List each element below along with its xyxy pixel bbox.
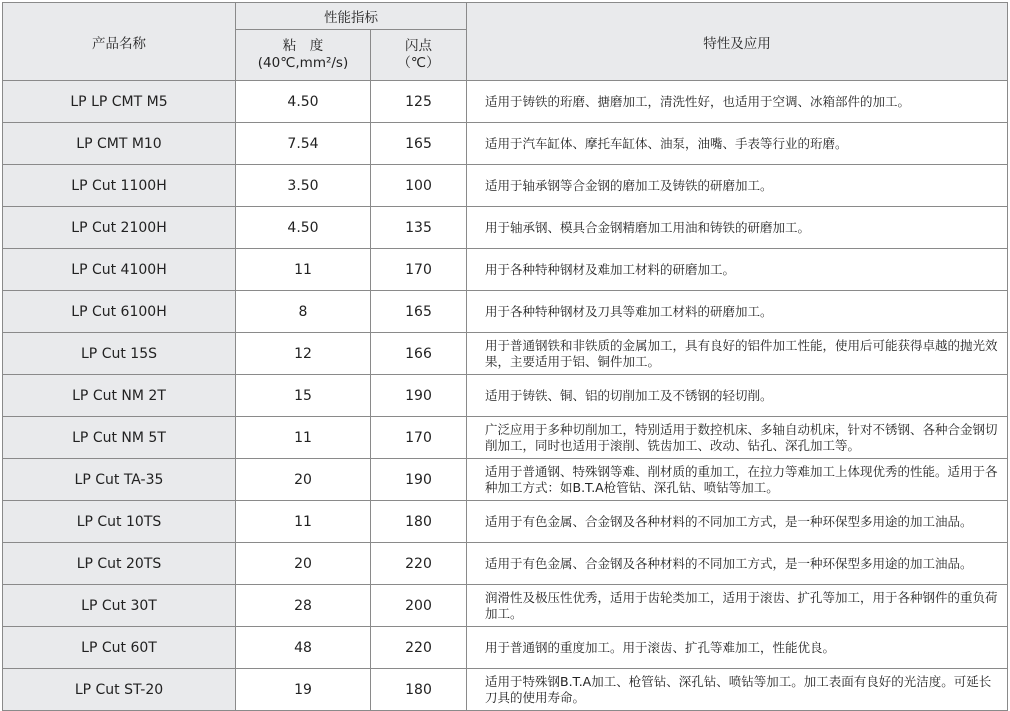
flash-point-cell: 190 xyxy=(371,375,467,417)
table-row xyxy=(3,669,1008,711)
header-flash-point xyxy=(371,30,467,81)
flash-point-cell: 165 xyxy=(371,123,467,165)
product-name-cell: LP CMT M10 xyxy=(3,123,236,165)
header-flash-label: 闪点 xyxy=(405,38,432,54)
viscosity-cell: 11 xyxy=(236,249,371,291)
features-cell: 广泛应用于多种切削加工，特别适用于数控机床、多轴自动机床，针对不锈钢、各种合金钢切削加工，同时也适用于滚削、铣齿加工、改动、钻孔、深孔加工等。 xyxy=(467,417,1008,459)
table-body xyxy=(3,81,1008,711)
viscosity-cell: 20 xyxy=(236,543,371,585)
flash-point-cell: 100 xyxy=(371,165,467,207)
table-row xyxy=(3,207,1008,249)
flash-point-cell: 190 xyxy=(371,459,467,501)
viscosity-cell: 7.54 xyxy=(236,123,371,165)
product-name-cell: LP Cut 6100H xyxy=(3,291,236,333)
table-row xyxy=(3,459,1008,501)
product-name-cell: LP Cut NM 5T xyxy=(3,417,236,459)
viscosity-cell: 15 xyxy=(236,375,371,417)
flash-point-cell: 200 xyxy=(371,585,467,627)
product-name-cell: LP Cut 4100H xyxy=(3,249,236,291)
product-name-cell: LP LP CMT M5 xyxy=(3,81,236,123)
table-row xyxy=(3,417,1008,459)
viscosity-cell: 11 xyxy=(236,417,371,459)
header-product-name: 产品名称 xyxy=(3,3,236,81)
features-cell: 适用于铸铁、铜、铝的切削加工及不锈钢的轻切削。 xyxy=(467,375,1008,417)
features-cell: 适用于有色金属、合金钢及各种材料的不同加工方式，是一种环保型多用途的加工油品。 xyxy=(467,543,1008,585)
features-cell: 适用于特殊钢B.T.A加工、枪管钻、深孔钻、喷钻等加工。加工表面有良好的光洁度。可延长刀具的使用寿命。 xyxy=(467,669,1008,711)
table-row xyxy=(3,501,1008,543)
viscosity-cell: 4.50 xyxy=(236,207,371,249)
flash-point-cell: 180 xyxy=(371,501,467,543)
features-cell: 用于各种特种钢材及刀具等难加工材料的研磨加工。 xyxy=(467,291,1008,333)
header-features: 特性及应用 xyxy=(467,3,1008,81)
features-cell: 适用于铸铁的珩磨、搪磨加工，清洗性好，也适用于空调、冰箱部件的加工。 xyxy=(467,81,1008,123)
features-cell: 用于普通钢的重度加工。用于滚齿、扩孔等难加工，性能优良。 xyxy=(467,627,1008,669)
viscosity-cell: 20 xyxy=(236,459,371,501)
header-flash-unit: （℃） xyxy=(397,55,440,71)
table-row xyxy=(3,291,1008,333)
viscosity-cell: 3.50 xyxy=(236,165,371,207)
table-row xyxy=(3,81,1008,123)
viscosity-cell: 8 xyxy=(236,291,371,333)
product-name-cell: LP Cut 60T xyxy=(3,627,236,669)
product-name-cell: LP Cut 15S xyxy=(3,333,236,375)
product-name-cell: LP Cut 20TS xyxy=(3,543,236,585)
table-row xyxy=(3,249,1008,291)
viscosity-cell: 48 xyxy=(236,627,371,669)
product-name-cell: LP Cut 10TS xyxy=(3,501,236,543)
product-name-cell: LP Cut TA-35 xyxy=(3,459,236,501)
viscosity-cell: 11 xyxy=(236,501,371,543)
features-cell: 润滑性及极压性优秀，适用于齿轮类加工，适用于滚齿、扩孔等加工，用于各种钢件的重负荷加工。 xyxy=(467,585,1008,627)
table-row xyxy=(3,627,1008,669)
header-performance: 性能指标 xyxy=(236,3,467,30)
product-name-cell: LP Cut NM 2T xyxy=(3,375,236,417)
flash-point-cell: 220 xyxy=(371,627,467,669)
product-spec-table xyxy=(2,2,1008,711)
viscosity-cell: 28 xyxy=(236,585,371,627)
flash-point-cell: 170 xyxy=(371,417,467,459)
viscosity-cell: 12 xyxy=(236,333,371,375)
flash-point-cell: 165 xyxy=(371,291,467,333)
features-cell: 用于各种特种钢材及难加工材料的研磨加工。 xyxy=(467,249,1008,291)
features-cell: 适用于普通钢、特殊钢等难、削材质的重加工，在拉力等难加工上体现优秀的性能。适用于各种加工方式：如B.T.A枪管钻、深孔钻、喷钻等加工。 xyxy=(467,459,1008,501)
table-row xyxy=(3,333,1008,375)
product-name-cell: LP Cut 1100H xyxy=(3,165,236,207)
product-name-cell: LP Cut 2100H xyxy=(3,207,236,249)
flash-point-cell: 135 xyxy=(371,207,467,249)
table-row xyxy=(3,165,1008,207)
table-row xyxy=(3,123,1008,165)
header-viscosity xyxy=(236,30,371,81)
viscosity-cell: 19 xyxy=(236,669,371,711)
flash-point-cell: 220 xyxy=(371,543,467,585)
flash-point-cell: 170 xyxy=(371,249,467,291)
flash-point-cell: 180 xyxy=(371,669,467,711)
viscosity-cell: 4.50 xyxy=(236,81,371,123)
features-cell: 适用于有色金属、合金钢及各种材料的不同加工方式，是一种环保型多用途的加工油品。 xyxy=(467,501,1008,543)
header-viscosity-label: 粘 度 xyxy=(282,38,324,54)
product-name-cell: LP Cut 30T xyxy=(3,585,236,627)
features-cell: 用于普通钢铁和非铁质的金属加工，具有良好的铝件加工性能，使用后可能获得卓越的抛光效果，主要适用于铝、铜件加工。 xyxy=(467,333,1008,375)
table-row xyxy=(3,375,1008,417)
header-viscosity-unit: (40℃,mm²/s) xyxy=(257,55,349,71)
product-name-cell: LP Cut ST-20 xyxy=(3,669,236,711)
table-row xyxy=(3,543,1008,585)
features-cell: 适用于轴承钢等合金钢的磨加工及铸铁的研磨加工。 xyxy=(467,165,1008,207)
features-cell: 用于轴承钢、模具合金钢精磨加工用油和铸铁的研磨加工。 xyxy=(467,207,1008,249)
flash-point-cell: 125 xyxy=(371,81,467,123)
flash-point-cell: 166 xyxy=(371,333,467,375)
table-row xyxy=(3,585,1008,627)
features-cell: 适用于汽车缸体、摩托车缸体、油泵，油嘴、手表等行业的珩磨。 xyxy=(467,123,1008,165)
